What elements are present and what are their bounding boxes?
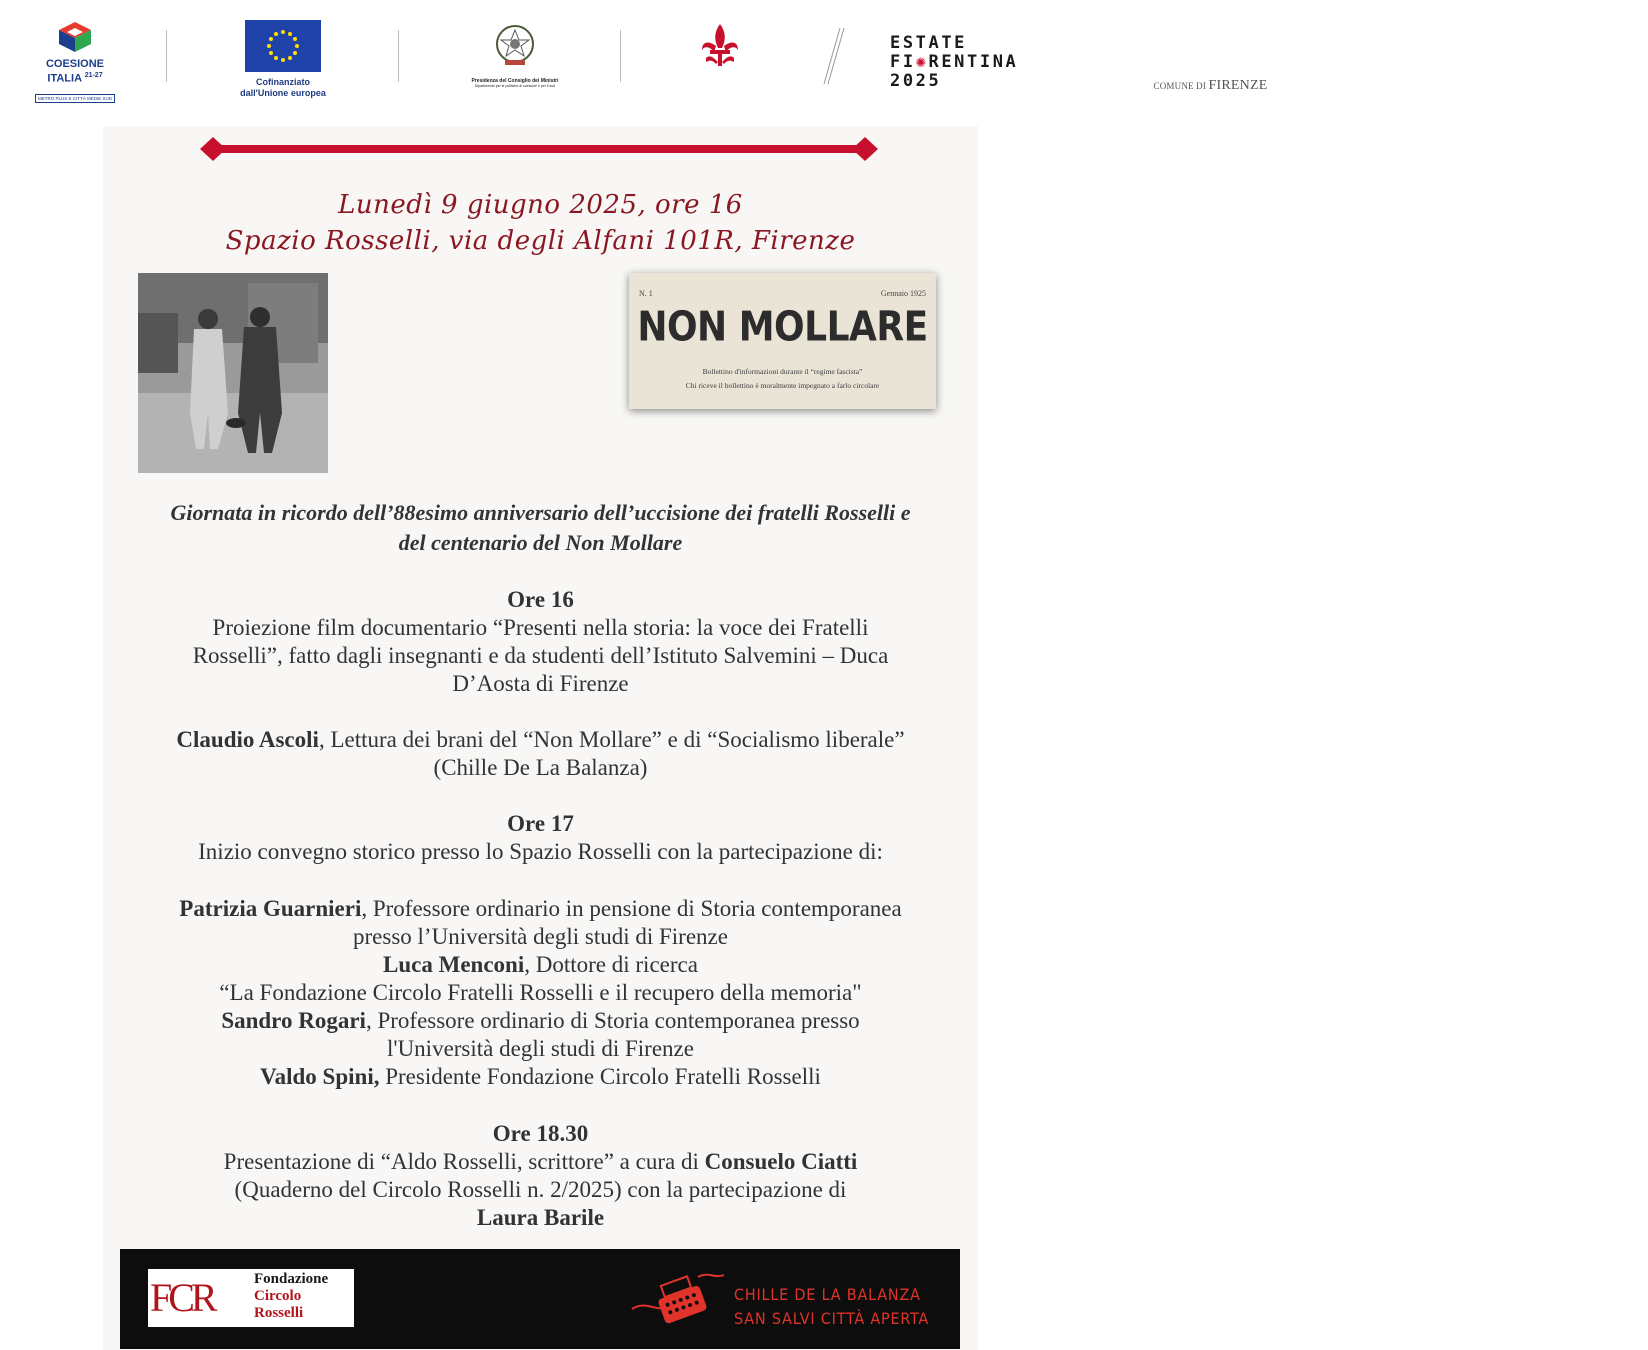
presidenza-line2: Dipartimento per le politiche di coesione e per il sud [474,84,556,88]
session-time: Ore 17 [507,811,574,836]
typewriter-icon [628,1269,728,1333]
chille-de-la-balanza-logo [628,1269,948,1333]
logo-divider [398,30,399,82]
speakers-list [103,895,978,1091]
coesione-name: COESIONE ITALIA $^{21-27}$ [45,58,105,85]
fondazione-circolo-rosselli-logo [148,1269,354,1327]
event-place: Spazio Rosselli, via degli Alfani 101R, Firenze [225,226,856,256]
speaker-line: Sandro Rogari, Professore ordinario di Storia contemporanea presso [221,1008,860,1033]
session-time: Ore 18.30 [492,1121,589,1146]
speaker-name: Valdo Spini, [260,1064,380,1089]
reader-group: (Chille De La Balanza) [433,755,648,780]
chille-line1: CHILLE DE LA BALANZA [734,1285,921,1304]
speaker-name: Luca Menconi [383,952,525,977]
session-ore-18-30 [103,1120,978,1232]
event-date: Lunedì 9 giugno 2025, ore 16 [338,190,743,220]
speaker-name: Laura Barile [476,1205,605,1230]
session-time: Ore 16 [507,587,574,612]
rosselli-brothers-photo [138,273,328,473]
estate-fiorentina-logo: ESTATE FI✺RENTINA 2025 [890,33,1019,91]
speaker-name: Sandro Rogari [221,1008,366,1033]
film-line: D’Aosta di Firenze [452,671,629,696]
film-line: Proiezione film documentario “Presenti nella storia: la voce dei Fratelli [212,615,869,640]
reader-line: Claudio Ascoli, Lettura dei brani del “Non Mollare” e di “Socialismo liberale” [176,727,905,752]
presentation-line: (Quaderno del Circolo Rosselli n. 2/2025) con la partecipazione di [234,1177,847,1202]
speaker-line: Patrizia Guarnieri, Professore ordinario in pensione di Storia contemporanea [179,896,902,921]
firenze-lily-icon [694,20,746,72]
sun-icon: ✺ [915,52,929,72]
presidenza-logo [460,22,570,88]
newspaper-note: Chi riceve il bollettino è moralmente impegnato a farlo circolare [685,381,880,390]
coesione-sub: METRO PLUS E CITTÀ MEDIE SUD [35,94,115,103]
event-description: Giornata in ricordo dell’88esimo anniversario dell’uccisione dei fratelli Rosselli e del centenario del Non Mollare [170,500,911,555]
eu-logo [218,20,348,99]
newspaper-subtitle: Bollettino d'informazioni durante il “regime fascista” [702,367,863,376]
speaker-line: Valdo Spini, Presidente Fondazione Circolo Fratelli Rosselli [260,1064,821,1089]
eu-label: Cofinanziato dall'Unione europea [240,77,326,98]
newspaper-masthead: N. 1 Gennaio 1925 [639,289,926,298]
presentation-line: Presentazione di “Aldo Rosselli, scrittore” a cura di Consuelo Ciatti [223,1149,858,1174]
speaker-name: Patrizia Guarnieri [179,896,362,921]
coesione-italia-logo [30,20,120,102]
reading-block [103,726,978,782]
logo-divider [166,30,167,82]
session-ore-17 [103,810,978,866]
red-divider-ornament [198,134,880,164]
fcr-wordmark: Fondazione Circolo Rosselli [254,1271,329,1321]
coesione-cube-icon [55,20,95,54]
session-ore-16 [103,586,978,698]
eu-flag-icon [245,20,321,72]
speaker-line: Luca Menconi, Dottore di ricerca [383,952,698,977]
speaker-line: presso l’Università degli studi di Firenze [353,924,728,949]
fcr-monogram: FCR [150,1275,214,1320]
firenze-wordmark: COMUNE DI FIRENZE [1153,78,1268,93]
newspaper-title: NON MOLLARE [637,303,928,352]
speaker-name: Claudio Ascoli [176,727,319,752]
speaker-line: l'Università degli studi di Firenze [387,1036,694,1061]
double-slash-divider [820,26,844,86]
sponsors-footer [120,1249,960,1349]
speaker-name: Consuelo Ciatti [704,1149,858,1174]
session-intro: Inizio convegno storico presso lo Spazio Rosselli con la partecipazione di: [198,839,883,864]
logo-header [0,0,1268,120]
italian-emblem-icon [493,22,537,68]
non-mollare-newspaper [629,273,936,409]
speaker-line: “La Fondazione Circolo Fratelli Rosselli e il recupero della memoria" [219,980,862,1005]
film-line: Rosselli”, fatto dagli insegnanti e da studenti dell’Istituto Salvemini – Duca [192,643,889,668]
presidenza-line1: Presidenza del Consiglio dei Ministri [471,78,559,84]
logo-divider [620,30,621,82]
chille-line2: SAN SALVI CITTÀ APERTA [734,1309,930,1328]
